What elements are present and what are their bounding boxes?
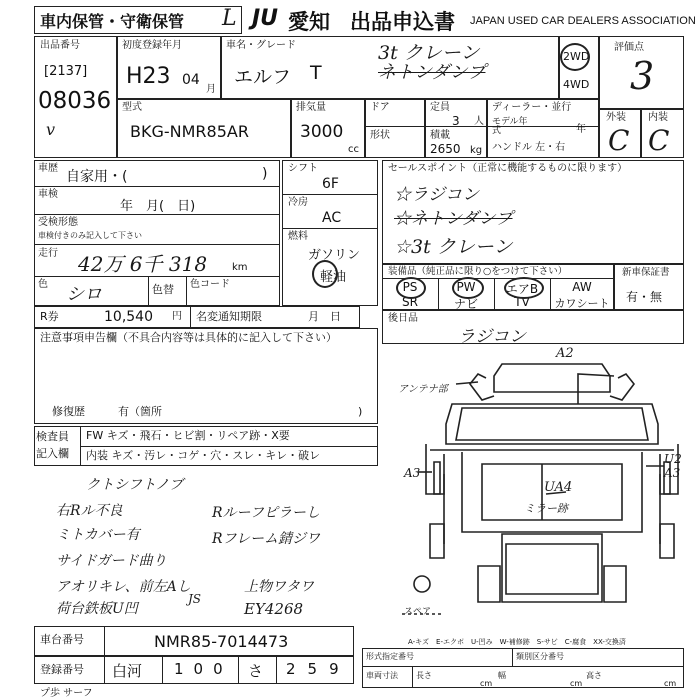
- diagram-legend: A-キズ E-エクボ U-凹み W-補修跡 S-サビ C-腐食 XX-交換済: [408, 638, 626, 646]
- inspection-label: 車検: [38, 189, 58, 200]
- interior-label: 内装: [648, 112, 668, 123]
- note-2: 右Rル不良: [56, 503, 123, 519]
- warranty-label: 新車保証書: [622, 267, 670, 278]
- history-value: 自家用・(: [66, 169, 128, 185]
- disp-unit: cc: [348, 144, 359, 155]
- drive-2wd: 2WD: [563, 50, 590, 63]
- warranty-value: 有・無: [626, 290, 663, 304]
- color-code-label: 色コード: [190, 279, 230, 290]
- chassis-label: 車台番号: [40, 633, 84, 646]
- bottom-label: プ歩 サーフ: [40, 688, 93, 699]
- handle-label: ハンドル 左・右: [492, 142, 566, 153]
- name-change-label: 名変通知期限: [196, 310, 262, 323]
- mileage-unit: km: [232, 262, 248, 273]
- repair-value: 有（箇所: [118, 405, 162, 418]
- disp-label: 排気量: [296, 102, 326, 113]
- inspection-value: 年 月( 日): [120, 199, 196, 214]
- inspector-label-1: 検査員: [36, 430, 69, 443]
- interior-value: C: [648, 124, 670, 157]
- recycle-unit: 円: [172, 311, 182, 322]
- load-value: 2650: [430, 142, 461, 156]
- inspector-row-2: 内装 キズ・汚レ・コゲ・穴・スレ・キレ・破レ: [86, 449, 321, 462]
- recycle-value: 10,540: [104, 309, 153, 325]
- storage-title: 車内保管・守衛保管: [40, 12, 185, 31]
- note-3: ミトカバー有: [56, 527, 140, 543]
- recolor-label: 色替: [152, 283, 174, 296]
- height-unit: cm: [664, 679, 677, 688]
- note-6: Rフレーム錆ジワ: [212, 531, 320, 547]
- model-year-unit: 年: [576, 124, 586, 135]
- selling-point-3: ☆3t クレーン: [394, 236, 513, 258]
- assoc-name: JAPAN USED CAR DEALERS ASSOCIATION: [470, 15, 696, 27]
- model-value: BKG-NMR85AR: [130, 122, 249, 141]
- diag-mark-antenna: アンテナ部: [398, 384, 448, 395]
- notes-label: 注意事項申告欄（不具合内容等は具体的に記入して下さい）: [40, 331, 337, 344]
- shape-label: 形状: [370, 130, 390, 141]
- drive-4wd: 4WD: [563, 78, 590, 91]
- grade-struck: ネトンダンプ: [378, 62, 486, 83]
- spare-label: スペア: [404, 607, 432, 617]
- lot-label: 出品番号: [40, 40, 80, 51]
- equip-airbag-circle: [504, 277, 544, 299]
- diag-mark-a3-left: A3: [404, 466, 421, 480]
- reg-month-unit: 月: [206, 84, 216, 95]
- chassis-value: NMR85-7014473: [154, 632, 289, 651]
- equip-pw: PW: [456, 280, 476, 294]
- fuel-alt: 軽油: [320, 270, 347, 285]
- note-7: アオリキレ、前左Aし: [56, 579, 191, 595]
- car-name: エルフ: [234, 66, 292, 88]
- storage-mark: L: [222, 6, 237, 31]
- note-9: 上物ワタワ: [244, 579, 314, 595]
- capacity-label: 定員: [430, 102, 450, 113]
- diag-mark-ua4: UA4: [544, 480, 573, 495]
- equip-ps-circle: [396, 277, 426, 299]
- reg-year: H23: [126, 64, 171, 89]
- score-value: 3: [630, 54, 655, 98]
- history-label: 車歴: [38, 163, 58, 174]
- selling-point-2: ☆ネトンダンプ: [394, 209, 513, 229]
- plate-number: 259: [286, 660, 351, 678]
- length-label: 長さ: [416, 671, 432, 680]
- exterior-label: 外装: [606, 112, 626, 123]
- note-11: JS: [188, 592, 202, 606]
- equip-tv: TV: [514, 295, 530, 309]
- length-unit: cm: [480, 679, 493, 688]
- transform-note: 車検付きのみ記入して下さい: [38, 231, 142, 240]
- plate-label: 登録番号: [40, 663, 84, 676]
- note-10: EY4268: [244, 600, 304, 618]
- load-label: 積載: [430, 130, 450, 141]
- fuel-value: ガソリン: [308, 248, 361, 263]
- inspector-label-2: 記入欄: [36, 447, 69, 460]
- door-label: ドア: [370, 102, 390, 113]
- reg-label: 初度登録年月: [122, 40, 182, 51]
- class-number-label: 類別区分番号: [516, 652, 564, 661]
- diag-mark-a3-right: A3: [664, 466, 681, 480]
- capacity-value: 3: [452, 114, 460, 128]
- color-value: シロ: [66, 284, 102, 305]
- reg-month: 04: [182, 72, 200, 88]
- width-unit: cm: [570, 679, 583, 688]
- plate-region: 白河: [112, 662, 143, 680]
- car-grade-code: T: [310, 62, 322, 84]
- model-label: 型式: [122, 102, 142, 113]
- aftermarket-block: [382, 310, 684, 344]
- lot-sub: [2137]: [44, 64, 88, 79]
- selling-point-1: ☆ラジコン: [394, 185, 479, 205]
- height-label: 高さ: [586, 671, 602, 680]
- model-year-label: モデル年式: [492, 117, 528, 136]
- fuel-label: 燃料: [288, 231, 308, 242]
- type-number-label: 形式指定番号: [366, 652, 414, 661]
- mileage-hand: 42万 6千 318: [78, 252, 208, 276]
- color-label: 色: [38, 279, 48, 290]
- logo-mark: JU: [252, 6, 279, 31]
- equip-ps: PS: [402, 280, 418, 294]
- drive-2wd-circle: [560, 43, 590, 71]
- aftermarket-label: 後日品: [388, 313, 418, 324]
- name-change-value: 月 日: [308, 310, 341, 323]
- selling-points-label: セールスポイント（正常に機能するものに限ります）: [388, 163, 628, 174]
- exterior-value: C: [608, 124, 630, 157]
- equipment-label: 装備品（純正品に限り○をつけて下さい）: [388, 266, 568, 277]
- disp-value: 3000: [300, 122, 344, 142]
- diag-mark-a2: A2: [556, 346, 574, 361]
- form-title: 出品申込書: [350, 10, 455, 34]
- equip-aw: AW: [572, 280, 592, 294]
- mileage-label: 走行: [38, 248, 58, 259]
- history-close: ): [262, 166, 268, 182]
- equip-navi: ナビ: [453, 297, 478, 311]
- equip-pw-circle: [452, 277, 484, 299]
- note-4: サイドガード曲り: [56, 553, 167, 569]
- note-5: Rルーフピラーし: [212, 505, 320, 521]
- plate-kana: さ: [248, 662, 264, 680]
- shift-label: シフト: [288, 163, 318, 174]
- shift-value: 6F: [322, 176, 339, 192]
- ac-value: AC: [322, 210, 342, 226]
- name-label: 車名・グレード: [226, 40, 296, 51]
- diag-mark-u2: U2: [664, 452, 682, 466]
- inspector-row-1: FW キズ・飛石・ヒビ割・リペア跡・X要: [86, 429, 290, 442]
- grade-hand: 3t クレーン: [378, 42, 480, 64]
- capacity-unit: 人: [474, 116, 484, 127]
- repair-label: 修復歴: [52, 405, 85, 418]
- plate-class: 100: [174, 660, 233, 678]
- fuel-alt-circle: [312, 260, 338, 288]
- dimension-label: 車両寸法: [366, 671, 398, 680]
- width-label: 幅: [498, 671, 506, 680]
- ac-label: 冷房: [288, 197, 308, 208]
- transform-label: 受検形態: [38, 217, 78, 228]
- note-8: 荷台鉄板U凹: [56, 601, 138, 617]
- note-1: クトシフトノブ: [86, 477, 184, 493]
- repair-close: ): [358, 405, 363, 418]
- load-unit: kg: [470, 145, 483, 156]
- recycle-label: R券: [40, 310, 59, 323]
- dealer-label: ディーラー・並行: [492, 102, 572, 113]
- diag-mark-mirror: ミラー跡: [524, 502, 568, 515]
- score-label: 評価点: [614, 42, 644, 53]
- org-name: 愛知: [288, 10, 330, 34]
- lot-mark: v: [46, 120, 56, 139]
- equip-leather: カワシート: [554, 297, 610, 310]
- equip-airbag: エアB: [505, 282, 539, 296]
- aftermarket-value: ラジコン: [458, 327, 526, 347]
- lot-number: 08036: [38, 88, 112, 114]
- equip-sr: SR: [402, 295, 418, 309]
